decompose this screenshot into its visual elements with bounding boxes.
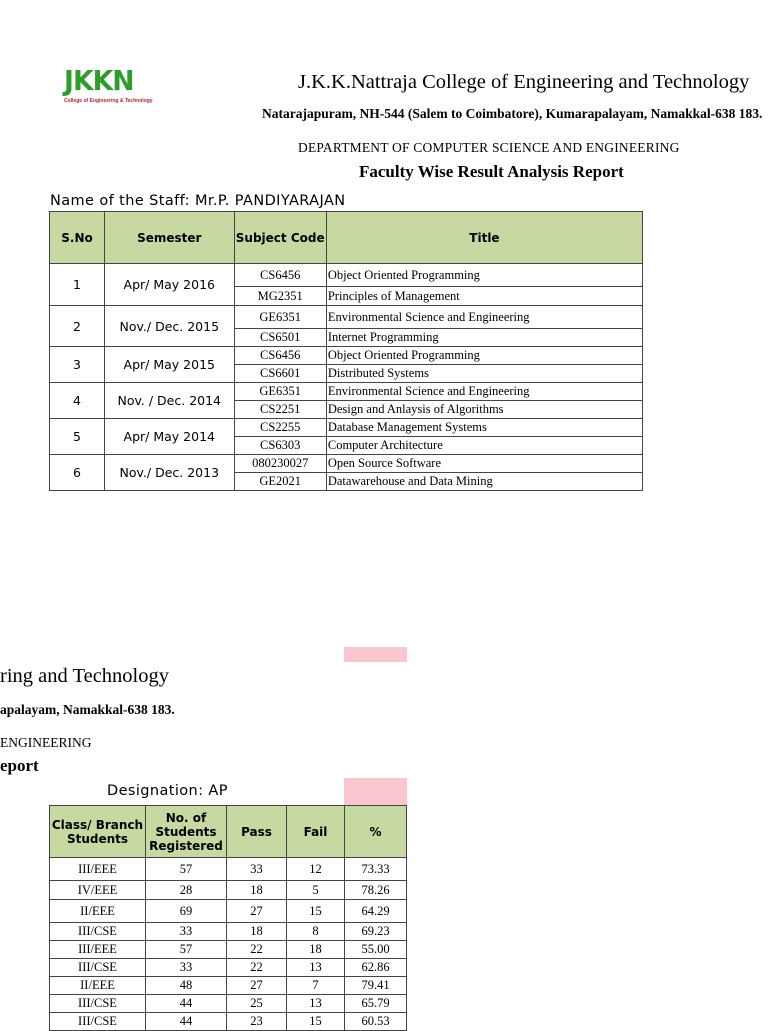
pass-cell: 25: [227, 995, 287, 1013]
percent-cell: 55.00: [345, 941, 407, 959]
col-registered: No. of Students Registered: [146, 806, 227, 858]
pass-cell: 33: [227, 858, 287, 881]
semester-cell: Nov. / Dec. 2014: [105, 383, 235, 419]
subject-title-cell: Database Management Systems: [326, 419, 642, 437]
subject-code-cell: CS2255: [234, 419, 326, 437]
col-sno: S.No: [50, 212, 105, 264]
subject-title-cell: Object Oriented Programming: [326, 264, 642, 287]
fail-cell: 12: [287, 858, 345, 881]
logo-tagline: College of Engineering & Technology: [64, 98, 153, 104]
table-row: [50, 959, 407, 977]
college-address-continued: apalayam, Namakkal-638 183.: [0, 702, 175, 717]
percent-cell: 65.79: [345, 995, 407, 1013]
college-name: J.K.K.Nattraja College of Engineering and Technology: [298, 71, 750, 93]
pass-cell: 27: [227, 900, 287, 923]
registered-cell: 33: [146, 923, 227, 941]
class-cell: III/CSE: [50, 959, 146, 977]
subject-code-cell: CS6303: [234, 437, 326, 455]
table-row: [50, 900, 407, 923]
sno-cell: 5: [50, 419, 105, 455]
subject-code-cell: CS2251: [234, 401, 326, 419]
subject-title-cell: Environmental Science and Engineering: [326, 306, 642, 329]
subject-code-cell: GE2021: [234, 473, 326, 491]
class-cell: III/EEE: [50, 941, 146, 959]
semester-cell: Nov./ Dec. 2015: [105, 306, 235, 347]
subject-code-cell: CS6456: [234, 264, 326, 287]
staff-name-label: Name of the Staff: Mr.P. PANDIYARAJAN: [50, 193, 346, 209]
fail-cell: 7: [287, 977, 345, 995]
table-row: [50, 923, 407, 941]
registered-cell: 44: [146, 1013, 227, 1031]
subject-title-cell: Internet Programming: [326, 329, 642, 347]
fail-cell: 18: [287, 941, 345, 959]
pass-cell: 23: [227, 1013, 287, 1031]
percent-cell: 79.41: [345, 977, 407, 995]
table-row: [50, 941, 407, 959]
subject-title-cell: Computer Architecture: [326, 437, 642, 455]
fail-cell: 13: [287, 959, 345, 977]
class-cell: III/EEE: [50, 858, 146, 881]
pass-cell: 27: [227, 977, 287, 995]
logo-wordmark: JKKN: [64, 64, 134, 97]
percent-cell: 69.23: [345, 923, 407, 941]
percent-cell: 62.86: [345, 959, 407, 977]
results-table: [49, 805, 407, 1031]
sno-cell: 4: [50, 383, 105, 419]
pass-cell: 22: [227, 959, 287, 977]
percent-cell: 73.33: [345, 858, 407, 881]
sno-cell: 6: [50, 455, 105, 491]
subject-code-cell: CS6601: [234, 365, 326, 383]
sno-cell: 2: [50, 306, 105, 347]
table-row: [50, 977, 407, 995]
class-cell: III/CSE: [50, 995, 146, 1013]
subject-code-cell: GE6351: [234, 383, 326, 401]
class-cell: II/EEE: [50, 977, 146, 995]
col-fail: Fail: [287, 806, 345, 858]
registered-cell: 69: [146, 900, 227, 923]
report-title-continued: eport: [0, 756, 39, 775]
college-name-continued: ring and Technology: [0, 665, 169, 687]
subject-title-cell: Open Source Software: [326, 455, 642, 473]
percent-cell: 78.26: [345, 881, 407, 900]
semester-cell: Apr/ May 2014: [105, 419, 235, 455]
fail-cell: 8: [287, 923, 345, 941]
col-class-branch: Class/ Branch Students: [50, 806, 146, 858]
registered-cell: 28: [146, 881, 227, 900]
sno-cell: 3: [50, 347, 105, 383]
table-row: [50, 881, 407, 900]
registered-cell: 57: [146, 858, 227, 881]
table-row: [50, 995, 407, 1013]
department-name: DEPARTMENT OF COMPUTER SCIENCE AND ENGINEERING: [298, 140, 680, 155]
table-row: [50, 1013, 407, 1031]
subject-title-cell: Design and Anlaysis of Algorithms: [326, 401, 642, 419]
subject-title-cell: Distributed Systems: [326, 365, 642, 383]
department-name-continued: ENGINEERING: [0, 735, 92, 750]
college-address: Natarajapuram, NH-544 (Salem to Coimbatore), Kumarapalayam, Namakkal-638 183.: [262, 106, 763, 121]
results-table-header: [50, 806, 407, 858]
col-semester: Semester: [105, 212, 235, 264]
subject-code-cell: CS6456: [234, 347, 326, 365]
sno-cell: 1: [50, 264, 105, 306]
col-subject-code: Subject Code: [234, 212, 326, 264]
pass-cell: 18: [227, 923, 287, 941]
designation-label: Designation: AP: [107, 783, 228, 799]
fail-cell: 5: [287, 881, 345, 900]
subject-code-cell: MG2351: [234, 287, 326, 306]
col-pass: Pass: [227, 806, 287, 858]
subject-code-cell: GE6351: [234, 306, 326, 329]
col-percent: %: [345, 806, 407, 858]
registered-cell: 44: [146, 995, 227, 1013]
subject-title-cell: Datawarehouse and Data Mining: [326, 473, 642, 491]
subject-title-cell: Object Oriented Programming: [326, 347, 642, 365]
fail-cell: 15: [287, 900, 345, 923]
subject-title-cell: Principles of Management: [326, 287, 642, 306]
semester-cell: Apr/ May 2015: [105, 347, 235, 383]
class-cell: III/CSE: [50, 923, 146, 941]
class-cell: IV/EEE: [50, 881, 146, 900]
registered-cell: 33: [146, 959, 227, 977]
report-title: Faculty Wise Result Analysis Report: [359, 162, 624, 181]
subject-code-cell: 080230027: [234, 455, 326, 473]
subject-title-cell: Environmental Science and Engineering: [326, 383, 642, 401]
col-title: Title: [326, 212, 642, 264]
percent-cell: 64.29: [345, 900, 407, 923]
semester-cell: Nov./ Dec. 2013: [105, 455, 235, 491]
class-cell: III/CSE: [50, 1013, 146, 1031]
registered-cell: 48: [146, 977, 227, 995]
pass-cell: 22: [227, 941, 287, 959]
fail-cell: 15: [287, 1013, 345, 1031]
subject-code-cell: CS6501: [234, 329, 326, 347]
pass-cell: 18: [227, 881, 287, 900]
semester-cell: Apr/ May 2016: [105, 264, 235, 306]
fail-cell: 13: [287, 995, 345, 1013]
percent-cell: 60.53: [345, 1013, 407, 1031]
registered-cell: 57: [146, 941, 227, 959]
table-row: [50, 858, 407, 881]
class-cell: II/EEE: [50, 900, 146, 923]
